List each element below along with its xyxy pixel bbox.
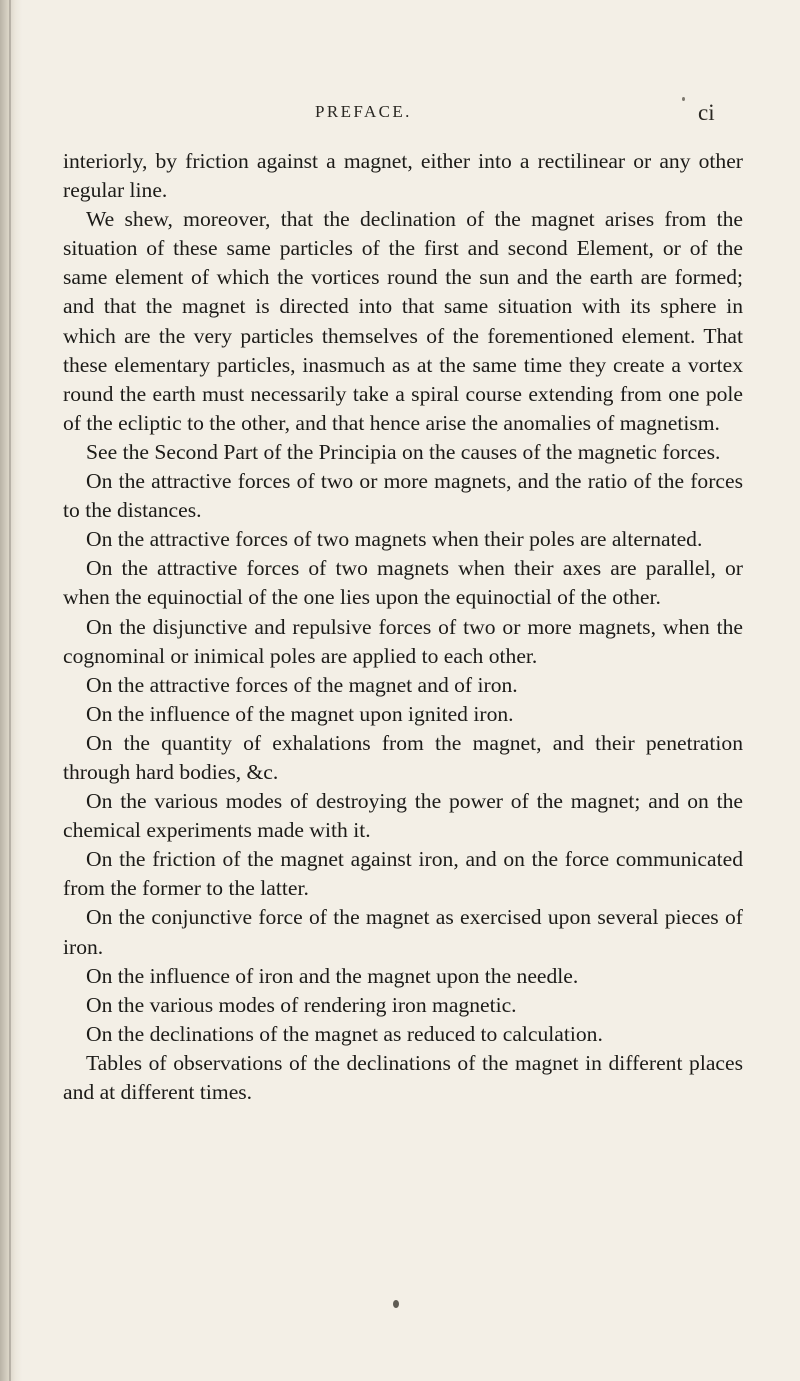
contents-item: On the attractive forces of two magnets when their axes are parallel, or when the equinoctial of the one lies upon the equinoctial of the other. bbox=[63, 556, 743, 610]
running-head bbox=[0, 102, 800, 132]
contents-item: On the attractive forces of two magnets when their poles are alternated. bbox=[86, 527, 703, 552]
contents-item: On the disjunctive and repulsive forces of two or more magnets, when the cognominal or inimical poles are applied to each other. bbox=[63, 614, 743, 668]
binding-gutter-line bbox=[9, 0, 11, 1381]
contents-item: On the quantity of exhalations from the magnet, and their penetration through hard bodies, &c. bbox=[63, 730, 743, 784]
paragraph-continuation: interiorly, by friction against a magnet, either into a rectilinear or any other regular line. bbox=[63, 149, 743, 203]
contents-item: On the conjunctive force of the magnet as exercised upon several pieces of iron. bbox=[63, 905, 743, 959]
contents-item: On the attractive forces of two or more magnets, and the ratio of the forces to the distances. bbox=[63, 469, 743, 523]
page-number: ci bbox=[698, 100, 715, 125]
contents-item: On the influence of iron and the magnet upon the needle. bbox=[86, 963, 579, 988]
contents-item: On the influence of the magnet upon ignited iron. bbox=[86, 701, 514, 726]
paragraph-declination: We shew, moreover, that the declination of the magnet arises from the situation of these same particles of the first and second Element, or of the same element of which the vortices round the sun and the earth are formed; and that the magnet is directed into that same situation with its sphere in which are the very particles themselves of the forementioned element. That these elementary particles, inasmuch as at the same time they create a vortex round the earth must necessarily take a spiral course extending from one pole of the ecliptic to the other, and that hence arise the anomalies of magnetism. bbox=[63, 207, 743, 435]
contents-item: On the various modes of destroying the power of the magnet; and on the chemical experiments made with it. bbox=[63, 789, 743, 843]
contents-item: On the various modes of rendering iron magnetic. bbox=[86, 992, 517, 1017]
ink-speck bbox=[393, 1300, 399, 1308]
body-text bbox=[63, 147, 743, 1107]
contents-item: On the declinations of the magnet as reduced to calculation. bbox=[86, 1021, 603, 1046]
contents-item: On the friction of the magnet against iron, and on the force communicated from the former to the latter. bbox=[63, 847, 743, 901]
paper-speck bbox=[682, 97, 685, 101]
contents-item: On the attractive forces of the magnet and of iron. bbox=[86, 672, 518, 697]
binding-gutter-shadow bbox=[0, 0, 22, 1381]
paragraph-principia-reference: See the Second Part of the Principia on the causes of the magnetic forces. bbox=[86, 439, 721, 464]
running-title: PREFACE. bbox=[315, 102, 412, 121]
contents-item: Tables of observations of the declinations of the magnet in different places and at different times. bbox=[63, 1050, 743, 1104]
